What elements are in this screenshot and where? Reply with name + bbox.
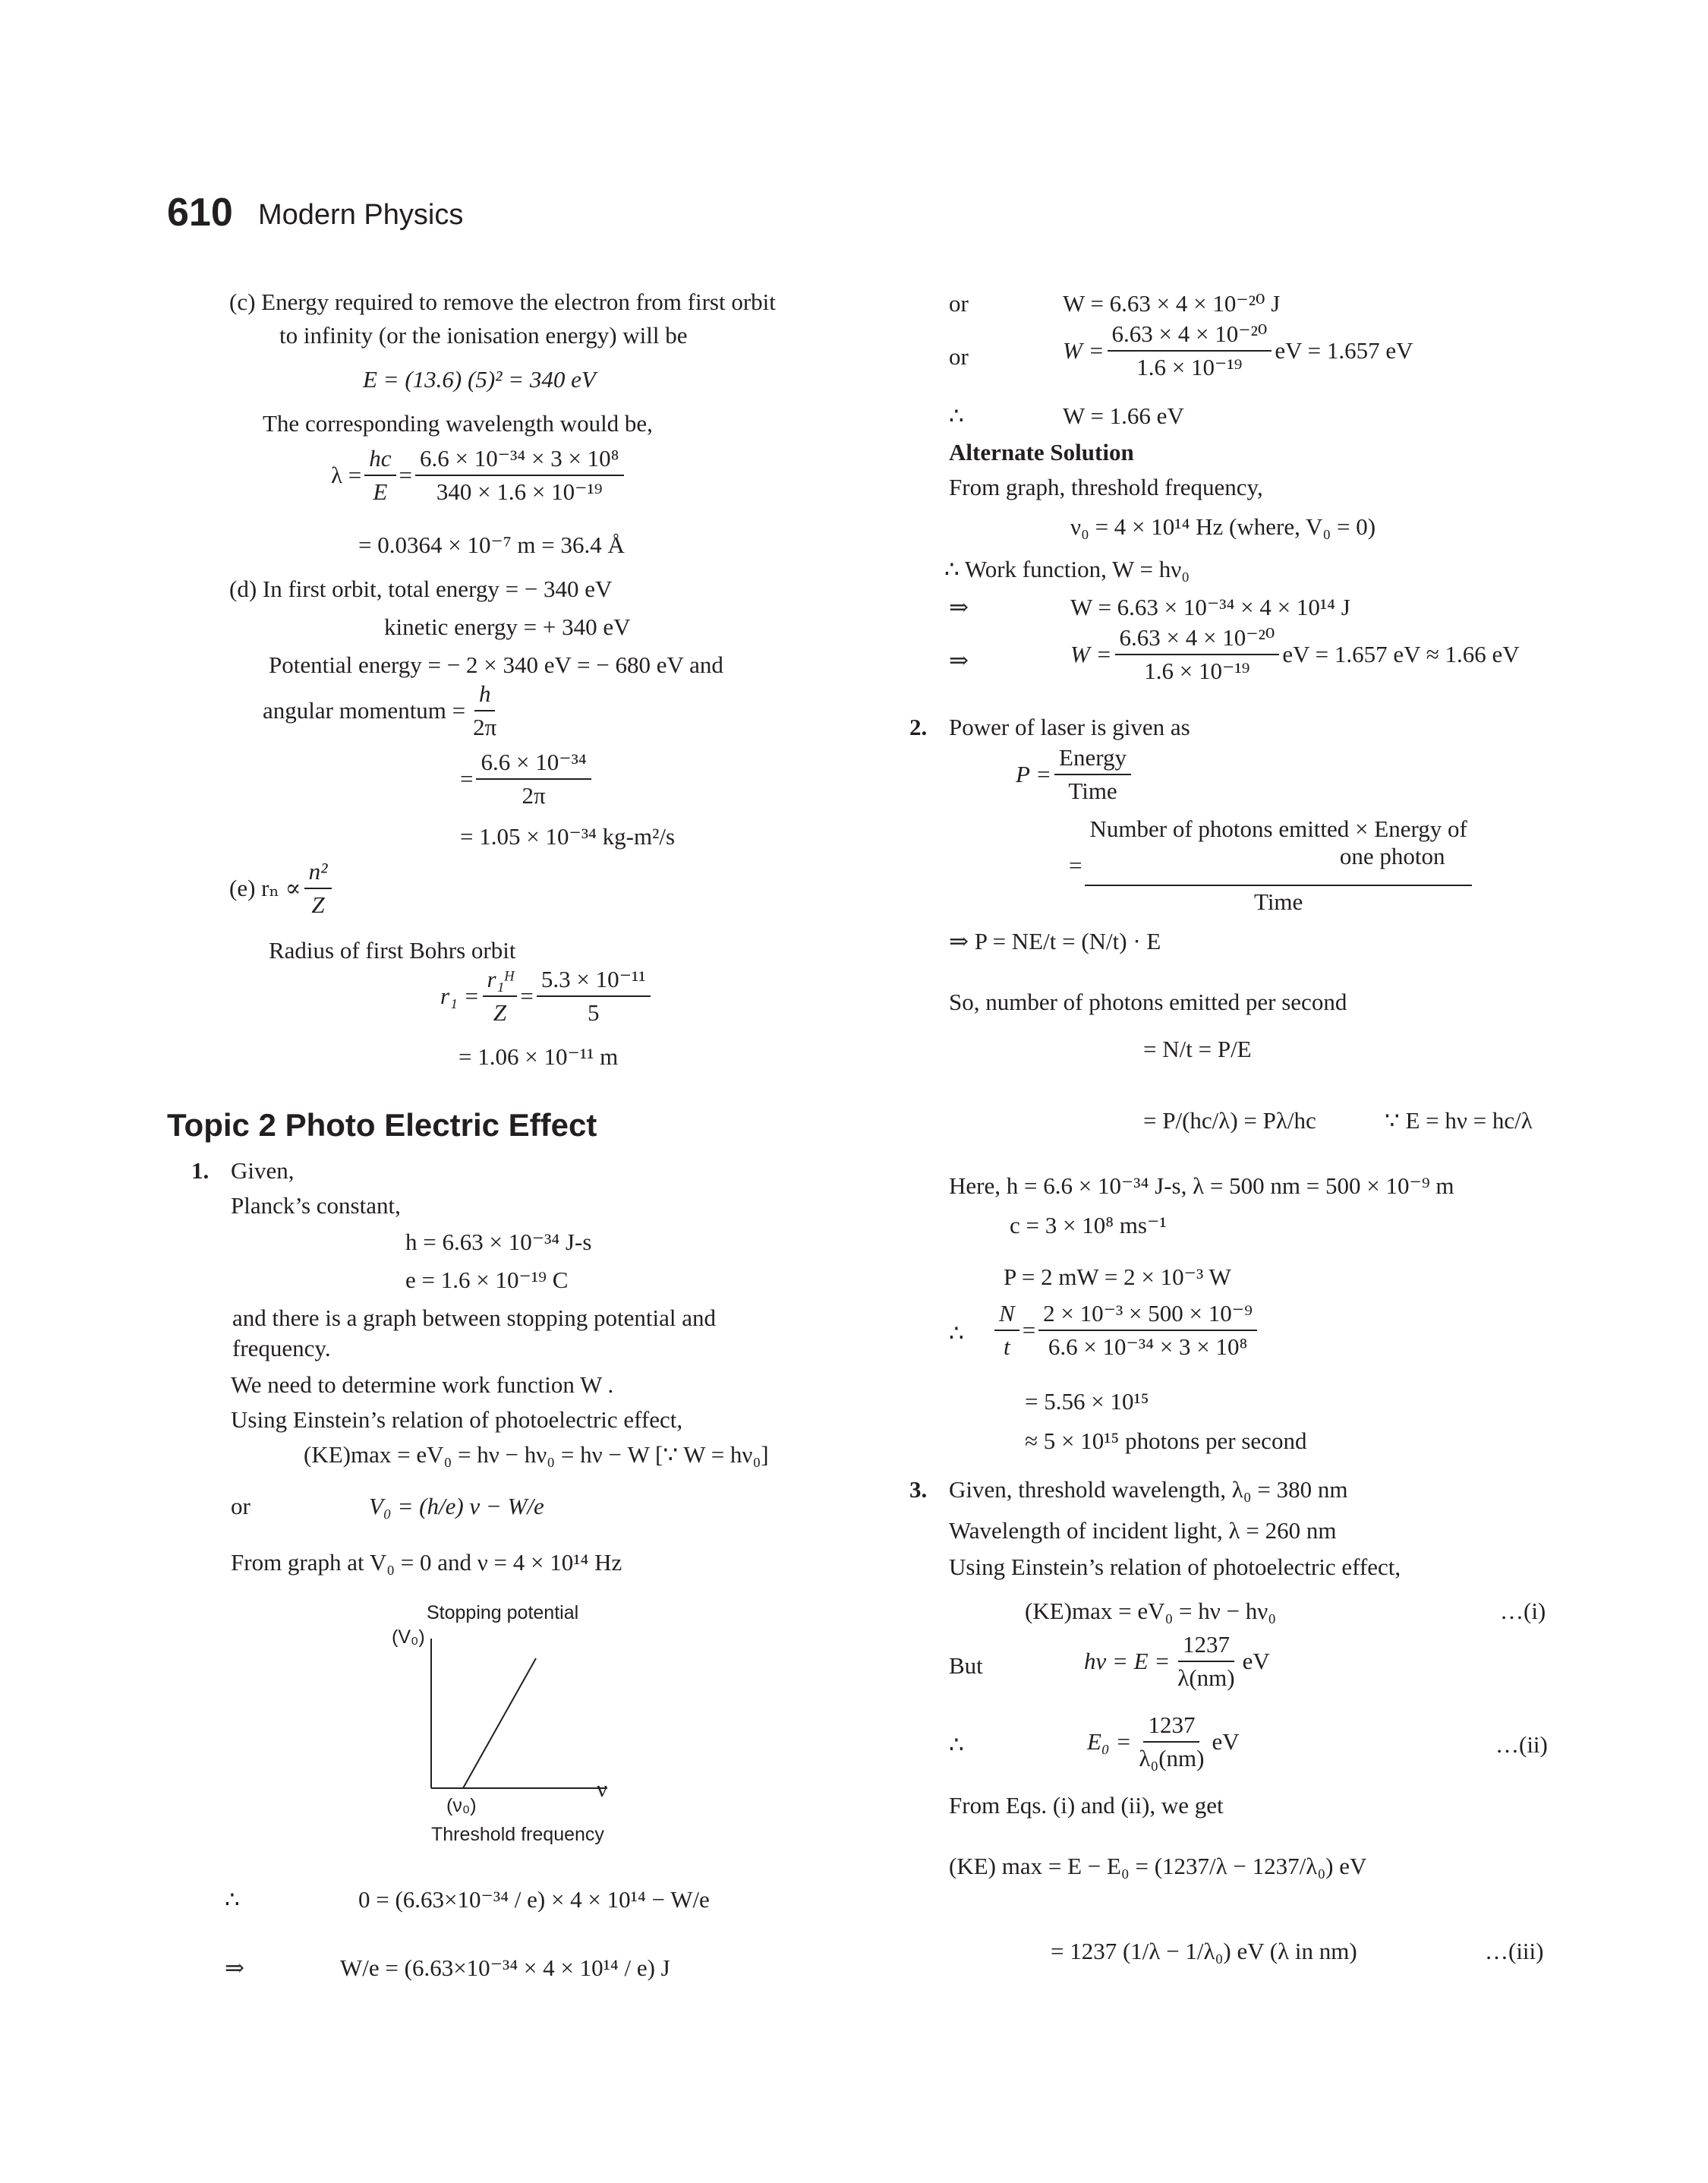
w-fraction: $\frac{\text{6.63 × 4 × 10⁻²⁰}}{\text{1.6 × 10⁻¹⁹}}$ — [1108, 320, 1272, 380]
q2-intro: Power of laser is given as — [949, 714, 1190, 740]
graph-x-label: ν — [597, 1775, 608, 1802]
q3-number: 3. — [909, 1476, 928, 1503]
q1-ke-equation: (KE)max = eV₀ = hν − hν₀ = hν − W [∵ W = hν₀] — [304, 1441, 769, 1468]
graph-x-title: Threshold frequency — [431, 1824, 604, 1845]
alt-w-2: W = $\frac{\text{6.63 × 4 × 10⁻²⁰}}{\text{1.6 × 10⁻¹⁹}}$ eV = 1.657 eV ≈ 1.66 eV — [1070, 624, 1520, 684]
n-over-t: $\frac{N}{t}$ — [994, 1300, 1019, 1360]
q3-ke-3: = 1237 (1/λ − 1/λ₀) eV (λ in nm) — [1051, 1938, 1357, 1964]
q1-graph-text-2: frequency. — [232, 1335, 331, 1361]
d-result: = 1.05 × 10⁻³⁴ kg-m²/s — [460, 823, 676, 850]
e-line-1: (e) rₙ ∝ $\frac{\text{n²}}{Z}$ — [229, 858, 335, 918]
c-lambda-formula: λ = $\frac{hc}{E}$ = $\frac{\text{6.6 × 10⁻³⁴ × 3 × 10⁸}}{\text{340 × 1.6 × 10⁻¹⁹}}$ — [331, 445, 627, 505]
alt-w-1: W = 6.63 × 10⁻³⁴ × 4 × 10¹⁴ J — [1070, 594, 1350, 620]
c-intro-2: to infinity (or the ionisation energy) will be — [279, 322, 688, 349]
alt-nu0: ν₀ = 4 × 10¹⁴ Hz (where, V₀ = 0) — [1070, 513, 1376, 540]
q2-power-formula: P = $\frac{\text{Energy}}{\text{Time}}$ — [1016, 744, 1134, 804]
q1-w-equation: W/e = (6.63×10⁻³⁴ × 4 × 10¹⁴ / e) J — [340, 1954, 670, 1981]
graph-y-title: Stopping potential — [427, 1602, 579, 1623]
topic-heading: Topic 2 Photo Electric Effect — [167, 1107, 597, 1143]
q2-n-equation-2: = P/(hc/λ) = Pλ/hc — [1143, 1107, 1316, 1134]
c-lambda-result: = 0.0364 × 10⁻⁷ m = 36.4 Å — [358, 532, 625, 558]
d-angular-fraction: = $\frac{\text{6.6 × 10⁻³⁴}}{2\pi}$ — [460, 749, 594, 809]
d-line-3: Potential energy = − 2 × 340 eV = − 680 eV and — [269, 651, 723, 678]
r-w-1: W = 6.63 × 4 × 10⁻²⁰ J — [1063, 290, 1281, 317]
q3-tag-1: …(i) — [1500, 1598, 1546, 1624]
q1-graph-text-1: and there is a graph between stopping potential and — [232, 1304, 717, 1331]
running-title: Modern Physics — [258, 199, 464, 231]
energy-over-time: $\frac{\text{Energy}}{\text{Time}}$ — [1054, 744, 1131, 804]
e-radius-formula: r₁ = $\frac{\text{r₁ᴴ}}{Z}$ = $\frac{\text{5.3 × 10⁻¹¹}}{5}$ — [440, 966, 654, 1026]
r-or-1: or — [949, 290, 969, 317]
lambda-symbol: λ = — [331, 461, 362, 488]
q1-from-graph: From graph at V₀ = 0 and ν = 4 × 10¹⁴ Hz — [231, 1549, 622, 1576]
q2-big-fraction: = Number of photons emitted × Energy of one photon Time — [1069, 815, 1475, 916]
alt-solution-heading: Alternate Solution — [949, 439, 1134, 465]
q3-therefore: ∴ — [949, 1731, 964, 1758]
q1-zero-equation: 0 = (6.63×10⁻³⁴ / e) × 4 × 10¹⁴ − W/e — [358, 1886, 710, 1913]
hv-fraction: $\frac{1237}{\lambda(nm)}$ — [1177, 1631, 1235, 1691]
q1-or: or — [231, 1493, 251, 1519]
e0-fraction: $\frac{1237}{\text{λ₀(nm)}}$ — [1139, 1711, 1205, 1771]
r-w-2: W = $\frac{\text{6.63 × 4 × 10⁻²⁰}}{\text{1.6 × 10⁻¹⁹}}$ eV = 1.657 eV — [1063, 320, 1413, 380]
q2-c: c = 3 × 10⁸ ms⁻¹ — [1010, 1212, 1167, 1238]
q2-p: P = 2 mW = 2 × 10⁻³ W — [1004, 1263, 1231, 1290]
alt-implies-1: ⇒ — [949, 594, 969, 620]
graph-y-label: (V₀) — [392, 1626, 425, 1648]
c-energy-equation: E = (13.6) (5)² = 340 eV — [363, 366, 596, 393]
d-line-2: kinetic energy = + 340 eV — [384, 614, 631, 640]
alt-w-fraction: $\frac{\text{6.63 × 4 × 10⁻²⁰}}{\text{1.6 × 10⁻¹⁹}}$ — [1115, 624, 1280, 684]
q3-tag-2: …(ii) — [1495, 1731, 1548, 1758]
q3-ke-equation: (KE)max = eV₀ = hν − hν₀ — [1025, 1598, 1277, 1624]
q2-calculation: $\frac{N}{t}$ = $\frac{\text{2 × 10⁻³ × 500 × 10⁻⁹}}{\text{6.6 × 10⁻³⁴ × 3 × 10⁸}}$ — [991, 1300, 1260, 1360]
c-intro-1: (c) Energy required to remove the electron from first orbit — [229, 289, 776, 315]
q1-need: We need to determine work function W . — [231, 1371, 614, 1398]
radius-fraction: $\frac{\text{5.3 × 10⁻¹¹}}{5}$ — [537, 966, 651, 1026]
q3-ke-2: (KE) max = E − E₀ = (1237/λ − 1237/λ₀) eV — [949, 1853, 1367, 1879]
d-line-4: angular momentum = $\frac{h}{2\pi}$ — [263, 680, 504, 740]
q3-e0-formula: E₀ = $\frac{1237}{\text{λ₀(nm)}}$ eV — [1087, 1711, 1240, 1771]
q3-but: But — [949, 1652, 983, 1679]
r-or-2: or — [949, 343, 969, 370]
h-over-2pi: $\frac{h}{2\pi}$ — [473, 680, 497, 740]
q1-given: Given, — [231, 1157, 295, 1184]
n2-over-z: $\frac{\text{n²}}{Z}$ — [304, 858, 332, 918]
c-wavelength-intro: The corresponding wavelength would be, — [263, 410, 653, 437]
q1-number: 1. — [191, 1157, 210, 1184]
e-line-2: Radius of first Bohrs orbit — [269, 937, 516, 964]
q2-so: So, number of photons emitted per second — [949, 989, 1347, 1015]
alt-work-function: ∴ Work function, W = hν₀ — [944, 556, 1190, 582]
page-number: 610 — [167, 191, 233, 235]
q1-h-value: h = 6.63 × 10⁻³⁴ J-s — [405, 1229, 592, 1255]
q2-since: ∵ E = hν = hc/λ — [1385, 1107, 1533, 1134]
graph-line — [463, 1658, 536, 1788]
r-w-3: W = 1.66 eV — [1063, 402, 1184, 429]
q3-from-eqs: From Eqs. (i) and (ii), we get — [949, 1792, 1224, 1819]
q3-line-3: Using Einstein’s relation of photoelectric effect, — [949, 1554, 1401, 1580]
alt-from-graph: From graph, threshold frequency, — [949, 474, 1263, 500]
q2-result-2: ≈ 5 × 10¹⁵ photons per second — [1025, 1427, 1307, 1454]
q3-line-1: Given, threshold wavelength, λ₀ = 380 nm — [949, 1476, 1348, 1503]
r-therefore-1: ∴ — [949, 402, 964, 429]
q1-therefore: ∴ — [225, 1886, 240, 1913]
r1h-over-z: $\frac{\text{r₁ᴴ}}{Z}$ — [483, 966, 518, 1026]
photons-energy-over-time: Number of photons emitted × Energy of one photon Time — [1085, 815, 1471, 916]
q3-tag-3: …(iii) — [1485, 1938, 1544, 1964]
q1-implies: ⇒ — [225, 1954, 244, 1981]
alt-implies-2: ⇒ — [949, 647, 969, 674]
q2-result-1: = 5.56 × 10¹⁵ — [1025, 1388, 1149, 1415]
lambda-fraction: $\frac{\text{6.6 × 10⁻³⁴ × 3 × 10⁸}}{\text{340 × 1.6 × 10⁻¹⁹}}$ — [415, 445, 623, 505]
q2-therefore: ∴ — [949, 1320, 964, 1346]
q3-hv-formula: hν = E = $\frac{1237}{\lambda(nm)}$ eV — [1084, 1631, 1270, 1691]
q1-e-value: e = 1.6 × 10⁻¹⁹ C — [405, 1267, 569, 1293]
q3-line-2: Wavelength of incident light, λ = 260 nm — [949, 1517, 1337, 1544]
e-result: = 1.06 × 10⁻¹¹ m — [459, 1043, 619, 1070]
q1-v0-equation: V₀ = (h/e) ν − W/e — [369, 1493, 544, 1519]
q1-planck: Planck’s constant, — [231, 1192, 401, 1219]
q2-number: 2. — [909, 714, 928, 740]
q2-n-equation: = N/t = P/E — [1143, 1036, 1252, 1062]
q2-here: Here, h = 6.6 × 10⁻³⁴ J-s, λ = 500 nm = 500 × 10⁻⁹ m — [949, 1172, 1454, 1199]
q1-einstein: Using Einstein’s relation of photoelectric effect, — [231, 1406, 683, 1433]
q2-power-nt: ⇒ P = NE/t = (N/t) · E — [949, 928, 1161, 954]
photon-rate-fraction: $\frac{\text{2 × 10⁻³ × 500 × 10⁻⁹}}{\text{6.6 × 10⁻³⁴ × 3 × 10⁸}}$ — [1038, 1300, 1257, 1360]
hc-over-e: $\frac{hc}{E}$ — [364, 445, 395, 505]
angular-momentum-fraction: $\frac{\text{6.6 × 10⁻³⁴}}{2\pi}$ — [476, 749, 591, 809]
graph-intercept-label: (ν₀) — [446, 1795, 477, 1816]
d-line-1: (d) In first orbit, total energy = − 340 eV — [229, 576, 613, 602]
